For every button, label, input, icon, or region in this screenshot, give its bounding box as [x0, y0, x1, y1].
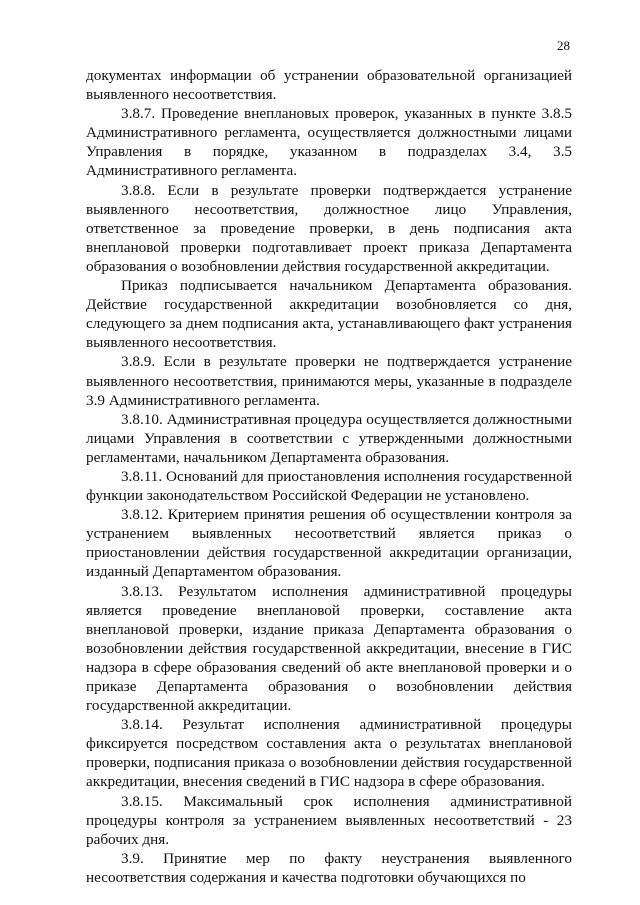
- page-number: 28: [557, 38, 570, 53]
- paragraph-3-8-9: 3.8.9. Если в результате проверки не подтверждается устранение выявленного несоответствия, принимаются меры, указанные в подразделе 3.9 Административного регламента.: [86, 353, 572, 409]
- paragraph-3-8-11: 3.8.11. Оснований для приостановления исполнения государственной функции законодательством Российской Федерации не установлено.: [86, 467, 572, 505]
- document-body: [86, 66, 572, 887]
- paragraph-3-8-7: 3.8.7. Проведение внеплановых проверок, указанных в пункте 3.8.5 Административного регламента, осуществляется должностными лицами Управления в порядке, указанном в подразделах 3.4, 3.5 Административного регламента.: [86, 105, 572, 180]
- paragraph-3-8-10: 3.8.10. Административная процедура осуществляется должностными лицами Управления в соответствии с утвержденными должностными регламентами, начальником Департамента образования.: [86, 410, 572, 466]
- paragraph-3-9: 3.9. Принятие мер по факту неустранения выявленного несоответствия содержания и качества подготовки обучающихся по: [86, 849, 572, 886]
- paragraph-3-8-15: 3.8.15. Максимальный срок исполнения административной процедуры контроля за устранением выявленных несоответствий - 23 рабочих дня.: [86, 792, 572, 848]
- paragraph-continuation: документах информации об устранении образовательной организацией выявленного несоответствия.: [86, 67, 572, 104]
- paragraph-3-8-14: 3.8.14. Результат исполнения административной процедуры фиксируется посредством составления акта о результатах внеплановой проверки, подписания приказа о возобновлении действия государственной аккредитации, внесения сведений в ГИС надзора в сфере образования.: [86, 716, 572, 791]
- paragraph-3-8-12: 3.8.12. Критерием принятия решения об осуществлении контроля за устранением выявленных несоответствий является приказ о приостановлении действия государственной аккредитации организации, изданный Департаментом образования.: [86, 506, 572, 581]
- paragraph-3-8-8: 3.8.8. Если в результате проверки подтверждается устранение выявленного несоответствия, должностное лицо Управления, ответственное за проведение проверки, в день подписания акта внеплановой проверки подготавливает проект приказа Департамента образования о возобновлении действия государственной аккредитации.: [86, 181, 572, 275]
- paragraph-order-signing: Приказ подписывается начальником Департамента образования. Действие государственной аккредитации возобновляется со дня, следующего за днем подписания акта, устанавливающего факт устранения выявленного несоответствия.: [86, 277, 572, 352]
- paragraph-3-8-13: 3.8.13. Результатом исполнения административной процедуры является проведение внеплановой проверки, составление акта внеплановой проверки, издание приказа Департамента образования о возобновлении действия государственной аккредитации, внесение в ГИС надзора в сфере образования сведений об акте внеплановой проверки и о приказе Департамента образования о возобновлении действия государственной аккредитации.: [86, 582, 572, 715]
